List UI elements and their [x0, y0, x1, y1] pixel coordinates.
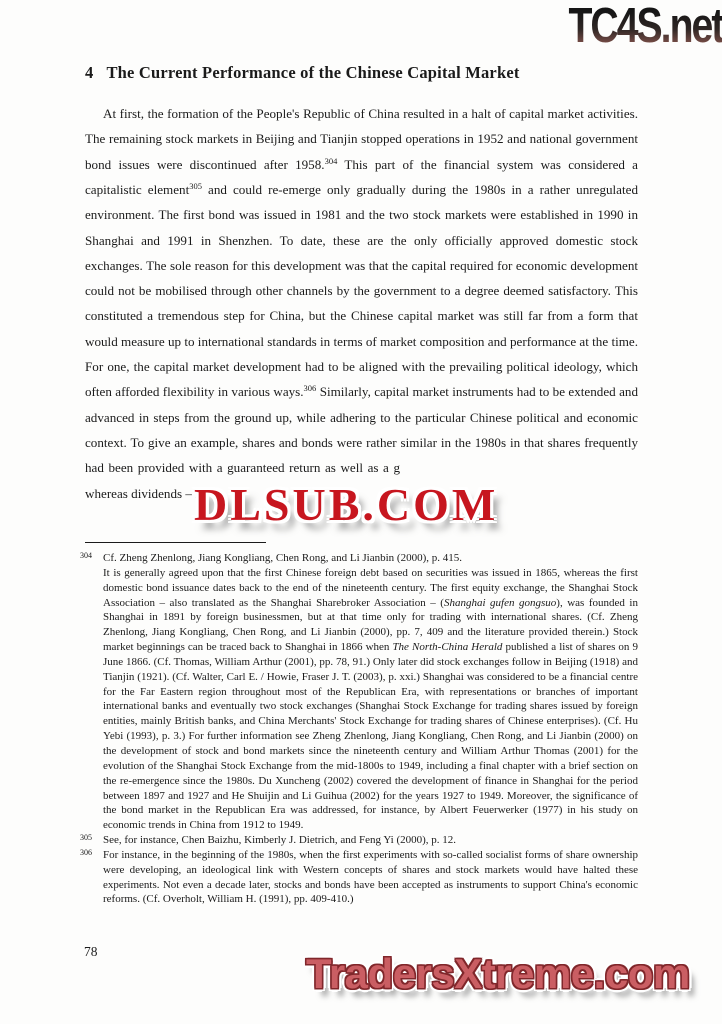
footnote-body: See, for instance, Chen Baizhu, Kimberly J. Dietrich, and Feng Yi (2000), p. 12. — [103, 834, 457, 847]
body-text-segment: At first, the formation of the People's Republic of China resulted in a halt of capital market activities. The remaining stock markets in Beijing and Tianjin stopped operations in 1952 and national government bond issues were discontinued after 1958. — [85, 106, 638, 172]
section-title: The Current Performance of the Chinese Capital Market — [106, 63, 520, 83]
footnote-separator — [85, 542, 266, 543]
footnote-number: 306 — [80, 847, 92, 857]
footnote-text-segment: published a list of shares on 9 June 1866. (Cf. Thomas, William Arthur (2001), pp. 78, 91.) Only later did stock exchanges follow in Beijing (1918) and Tianjin (1921). (Cf. Walter, Carl E. / Howie, Fraser J. T. (2003), p. xxi.) Shanghai was considered to be a financial centre for the Far Eastern region throughout most of the Republican Era, with representations or branches of important international banks and eventually two stock exchanges (Shanghai Stock Exchange for trading shares issued by foreign entities, mainly British banks, and China Merchants' Stock Exchange for trading shares of Chinese enterprises). (Cf. Hu Yebi (1993), p. 3.) For further information see Zheng Zhenlong, Jiang Kongliang, Chen Rong, and Li Jianbin (2000) on the development of stock and bond markets since the nineteenth century and William Arthur Thomas (2001) for the evolution of the Shanghai Stock Exchange from the mid-1800s to 1949, including a final chapter with a brief section on the re-emergence since the 1980s. Du Xuncheng (2002) covered the development of finance in Shanghai for the period between 1897 and 1927 and He Shuijin and Li Guihua (2002) for the years 1927 to 1949. Moreover, the significance of the bond market in the Republican Era was addressed, for instance, by Albert Feuerwerker (1977) in his study on economic trends in China from 1912 to 1949. — [103, 641, 638, 832]
footnote-304 — [80, 551, 638, 833]
body-text-segment: Similarly, capital market instruments had to be extended and advanced in steps from the ground up, while adhering to the particular Chinese political and economic context. To give an example, shares and bonds were rather similar in the 1980s in that shares frequently had been provided with a guaranteed return as well as a g — [85, 384, 638, 476]
footnotes-section — [80, 551, 638, 907]
section-number: 4 — [85, 63, 94, 83]
footnote-text-segment: ), was founded in Shanghai in 1891 by foreign businessmen, but at that time only for trading with international shares. (Cf. Zheng Zhenlong, Jiang Kongliang, Chen Rong, and Li Jianbin (2000), pp. 7, 409 and the literature provided therein.) Stock market beginnings can be traced back to Shanghai in 1866 when — [103, 596, 638, 654]
watermark-tc4s: TC4S.net — [568, 0, 722, 53]
body-text-segment: This part of the financial system was considered a capitalistic element — [85, 156, 638, 197]
footnote-305 — [80, 833, 638, 848]
watermark-covered-text-gap — [400, 471, 638, 472]
footnote-italic-term: Shanghai gufen gongsuo — [443, 596, 557, 609]
body-paragraph — [85, 101, 638, 506]
footnote-306 — [80, 848, 638, 907]
footnote-ref-306: 306 — [303, 383, 317, 394]
footnote-ref-304: 304 — [324, 155, 338, 166]
footnote-number: 304 — [80, 551, 92, 560]
footnote-body — [103, 566, 638, 833]
page-number: 78 — [84, 944, 98, 959]
footnote-body: For instance, in the beginning of the 1980s, when the first experiments with so-called socialist forms of share ownership were developing, an ideological link with Western concepts of shares and stock markets would have halted these experiments. Not even a decade later, stocks and bonds have been accepted as instruments to support China's economic reforms. (Cf. Overholt, William H. (1991), pp. 409-410.) — [103, 848, 638, 906]
watermark-tradersxtreme: TradersXtreme.com — [306, 950, 690, 997]
footnote-text-segment: It is generally agreed upon that the first Chinese foreign debt based on securities was issued in 1865, whereas the first domestic bond issuance dates back to the end of the nineteenth century. The first equity exchange, the Shanghai Stock Association – also translated as the Shanghai Sharebroker Association – ( — [103, 566, 638, 609]
body-text-segment: and could re-emerge only gradually during the 1980s in a rather unregulated environment. The first bond was issued in 1981 and the two stock markets were established in 1990 in Shanghai and 1991 in Shenzhen. To date, these are the only officially approved domestic stock exchanges. The sole reason for this development was that the capital required for economic development could not be mobilised through other channels by the government to a degree deemed satisfactory. This constituted a tremendous step for China, but the Chinese capital market was still far from a form that would measure up to international standards in terms of market composition and performance at the time. For one, the capital market development had to be aligned with the prevailing political ideology, which often afforded flexibility in various ways. — [85, 181, 638, 400]
footnote-ref-305: 305 — [189, 180, 202, 191]
footnote-citation-line: Cf. Zheng Zhenlong, Jiang Kongliang, Chen Rong, and Li Jianbin (2000), p. 415. — [103, 552, 462, 564]
section-heading — [85, 63, 645, 83]
footnote-number: 305 — [80, 833, 92, 843]
footnote-italic-title: The North-China Herald — [392, 641, 503, 654]
body-text-segment: whereas dividends – if — [85, 485, 204, 501]
watermark-dlsub: DLSUB.COM — [194, 479, 499, 530]
